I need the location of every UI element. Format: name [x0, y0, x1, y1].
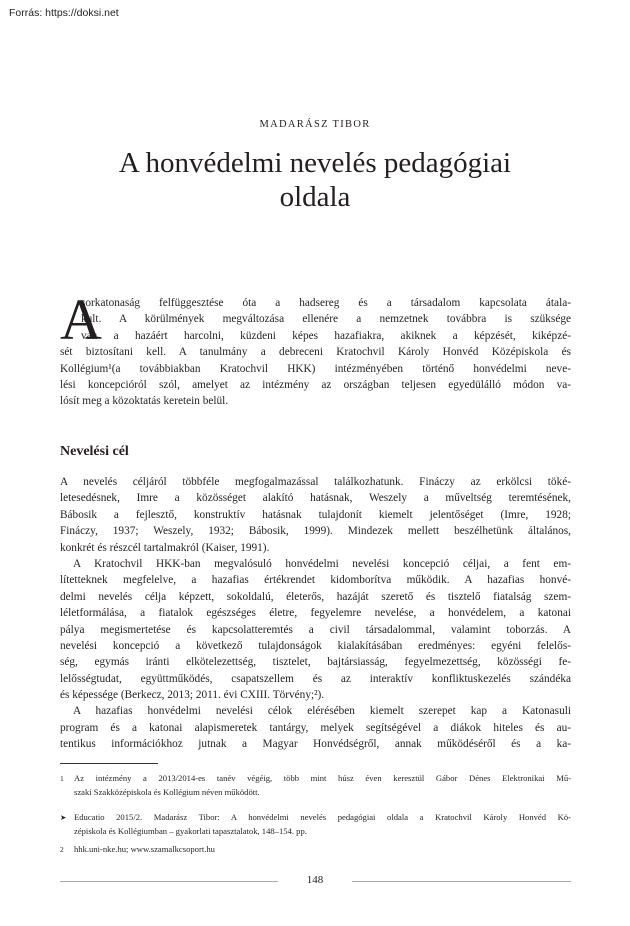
abstract-line: sét biztosítani kell. A tanulmány a debreceni Kratochvil Károly Honvéd Középiskola és [60, 346, 571, 359]
body-line: Bábosik a fejlesztő, konstruktív hatásnak tulajdonít kiemelt jelentőséget (Imre, 1928; [60, 508, 571, 521]
footnote-line: szaki Szakközépiskola és Kollégium néven működött. [74, 786, 260, 797]
body-line: pálya megismertetése és kapcsolatteremtés a civil társadalommal, valamint toborzás. A [60, 623, 571, 636]
footnote-mark: 2 [60, 845, 64, 854]
title-line: oldala [279, 181, 351, 213]
abstract-line: van a hazáért harcolni, küzdeni képes hazafiakra, akiknek a képzését, kiképzé- [81, 329, 571, 342]
arrow-icon: ➤ [60, 813, 67, 822]
body-line: letesedésnek, Imre a közösséget alakító hatásnak, Weszely a műveltség teremtésének, [60, 492, 571, 505]
drop-cap: A [60, 287, 102, 352]
abstract [60, 295, 571, 410]
footnote-1 [60, 772, 571, 799]
body-line: A Kratochvil HKK-ban megvalósuló honvédelmi nevelési koncepció céljai, a fent em- [73, 557, 571, 570]
article-title [60, 146, 570, 214]
footnote-2 [60, 843, 571, 857]
body-line: A hazafias honvédelmi nevelési célok elérésében kiemelt szerepet kap a Katonasuli [73, 705, 571, 718]
footnote-line: Az intézmény a 2013/2014-es tanév végéig, több mint húsz éven keresztül Gábor Dénes Elektronikai Mű- [74, 773, 571, 783]
footnote-line: zépiskola és Kollégiumban – gyakorlati tapasztalatok, 148–154. pp. [74, 825, 307, 836]
author-name: MADARÁSZ TIBOR [259, 119, 371, 130]
page-number: 148 [306, 874, 324, 886]
abstract-line: sorkatonaság felfüggesztése óta a hadsereg és a társadalom kapcsolata átala- [81, 297, 571, 309]
body-line: A nevelés céljáról többféle megfogalmazással találkozhatunk. Fináczy az erkölcsi töké- [60, 476, 571, 488]
body-line: tentikus információkhoz jutnak a Magyar Honvédségről, annak működéséről és a ka- [60, 738, 571, 751]
section-heading: Nevelési cél [60, 444, 129, 459]
citation-note [60, 811, 571, 838]
abstract-line: lési koncepcióról szól, amelyet az intézmény az országban teljesen egyedülálló módon va- [60, 378, 571, 391]
body-line: léletformálása, a fiatalok egészséges életre, fegyelemre nevelése, a honvédelem, a katonai [60, 607, 571, 620]
body-line: lítetteknek megfelelve, a hazafias értékrendet kidomborítva működik. A hazafias honvé- [60, 574, 571, 587]
abstract-line: kult. A körülmények megváltozása ellenére a nemzetnek továbbra is szüksége [81, 313, 571, 326]
body-line: lelősségtudat, együttműködés, csapatszellem és az interaktív konfliktuskezelés szándéka [60, 672, 571, 685]
body-line: Fináczy, 1937; Weszely, 1932; Bábosik, 1999). Mindezek mellett beszélhetünk általános, [60, 525, 571, 538]
body-line: ség, egymás iránti elkötelezettség, tisztelet, bajtársiasság, fegyelmezettség, közösségi fe- [60, 656, 571, 669]
footnote-rule [60, 763, 158, 764]
body-line: és képessége (Berkecz, 2013; 2011. évi CXIII. Törvény;²). [60, 689, 325, 702]
footnote-line: hhk.uni-nke.hu; www.szamalkcsoport.hu [74, 844, 215, 854]
body-text [60, 474, 571, 753]
body-line: program és a katonai alapismeretek tantárgy, melyek segítségével a diákok hiteles és au- [60, 721, 571, 734]
source-label: Forrás: https://doksi.net [9, 7, 119, 19]
footnote-mark: 1 [60, 774, 64, 783]
body-line: konkrét és részcél tartalmakról (Kaiser, 1991). [60, 541, 270, 554]
body-line: delmi nevelés célja képzett, sokoldalú, életerős, hazáját szerető és tisztelő fiatalság szem- [60, 590, 571, 603]
body-line: nevelési koncepció a következő tulajdonságok kialakításában eredményes: egyéni felelős- [60, 639, 571, 652]
abstract-line: lósít meg a közoktatás keretein belül. [60, 395, 229, 408]
footnote-line: Educatio 2015/2. Madarász Tibor: A honvédelmi nevelés pedagógiai oldala a Kratochvil Károly Honvéd Kö- [74, 812, 571, 822]
title-line: A honvédelmi nevelés pedagógiai [118, 147, 512, 179]
abstract-line: Kollégium¹(a továbbiakban Kratochvil HKK) intézményében történő honvédelmi neve- [60, 362, 571, 375]
